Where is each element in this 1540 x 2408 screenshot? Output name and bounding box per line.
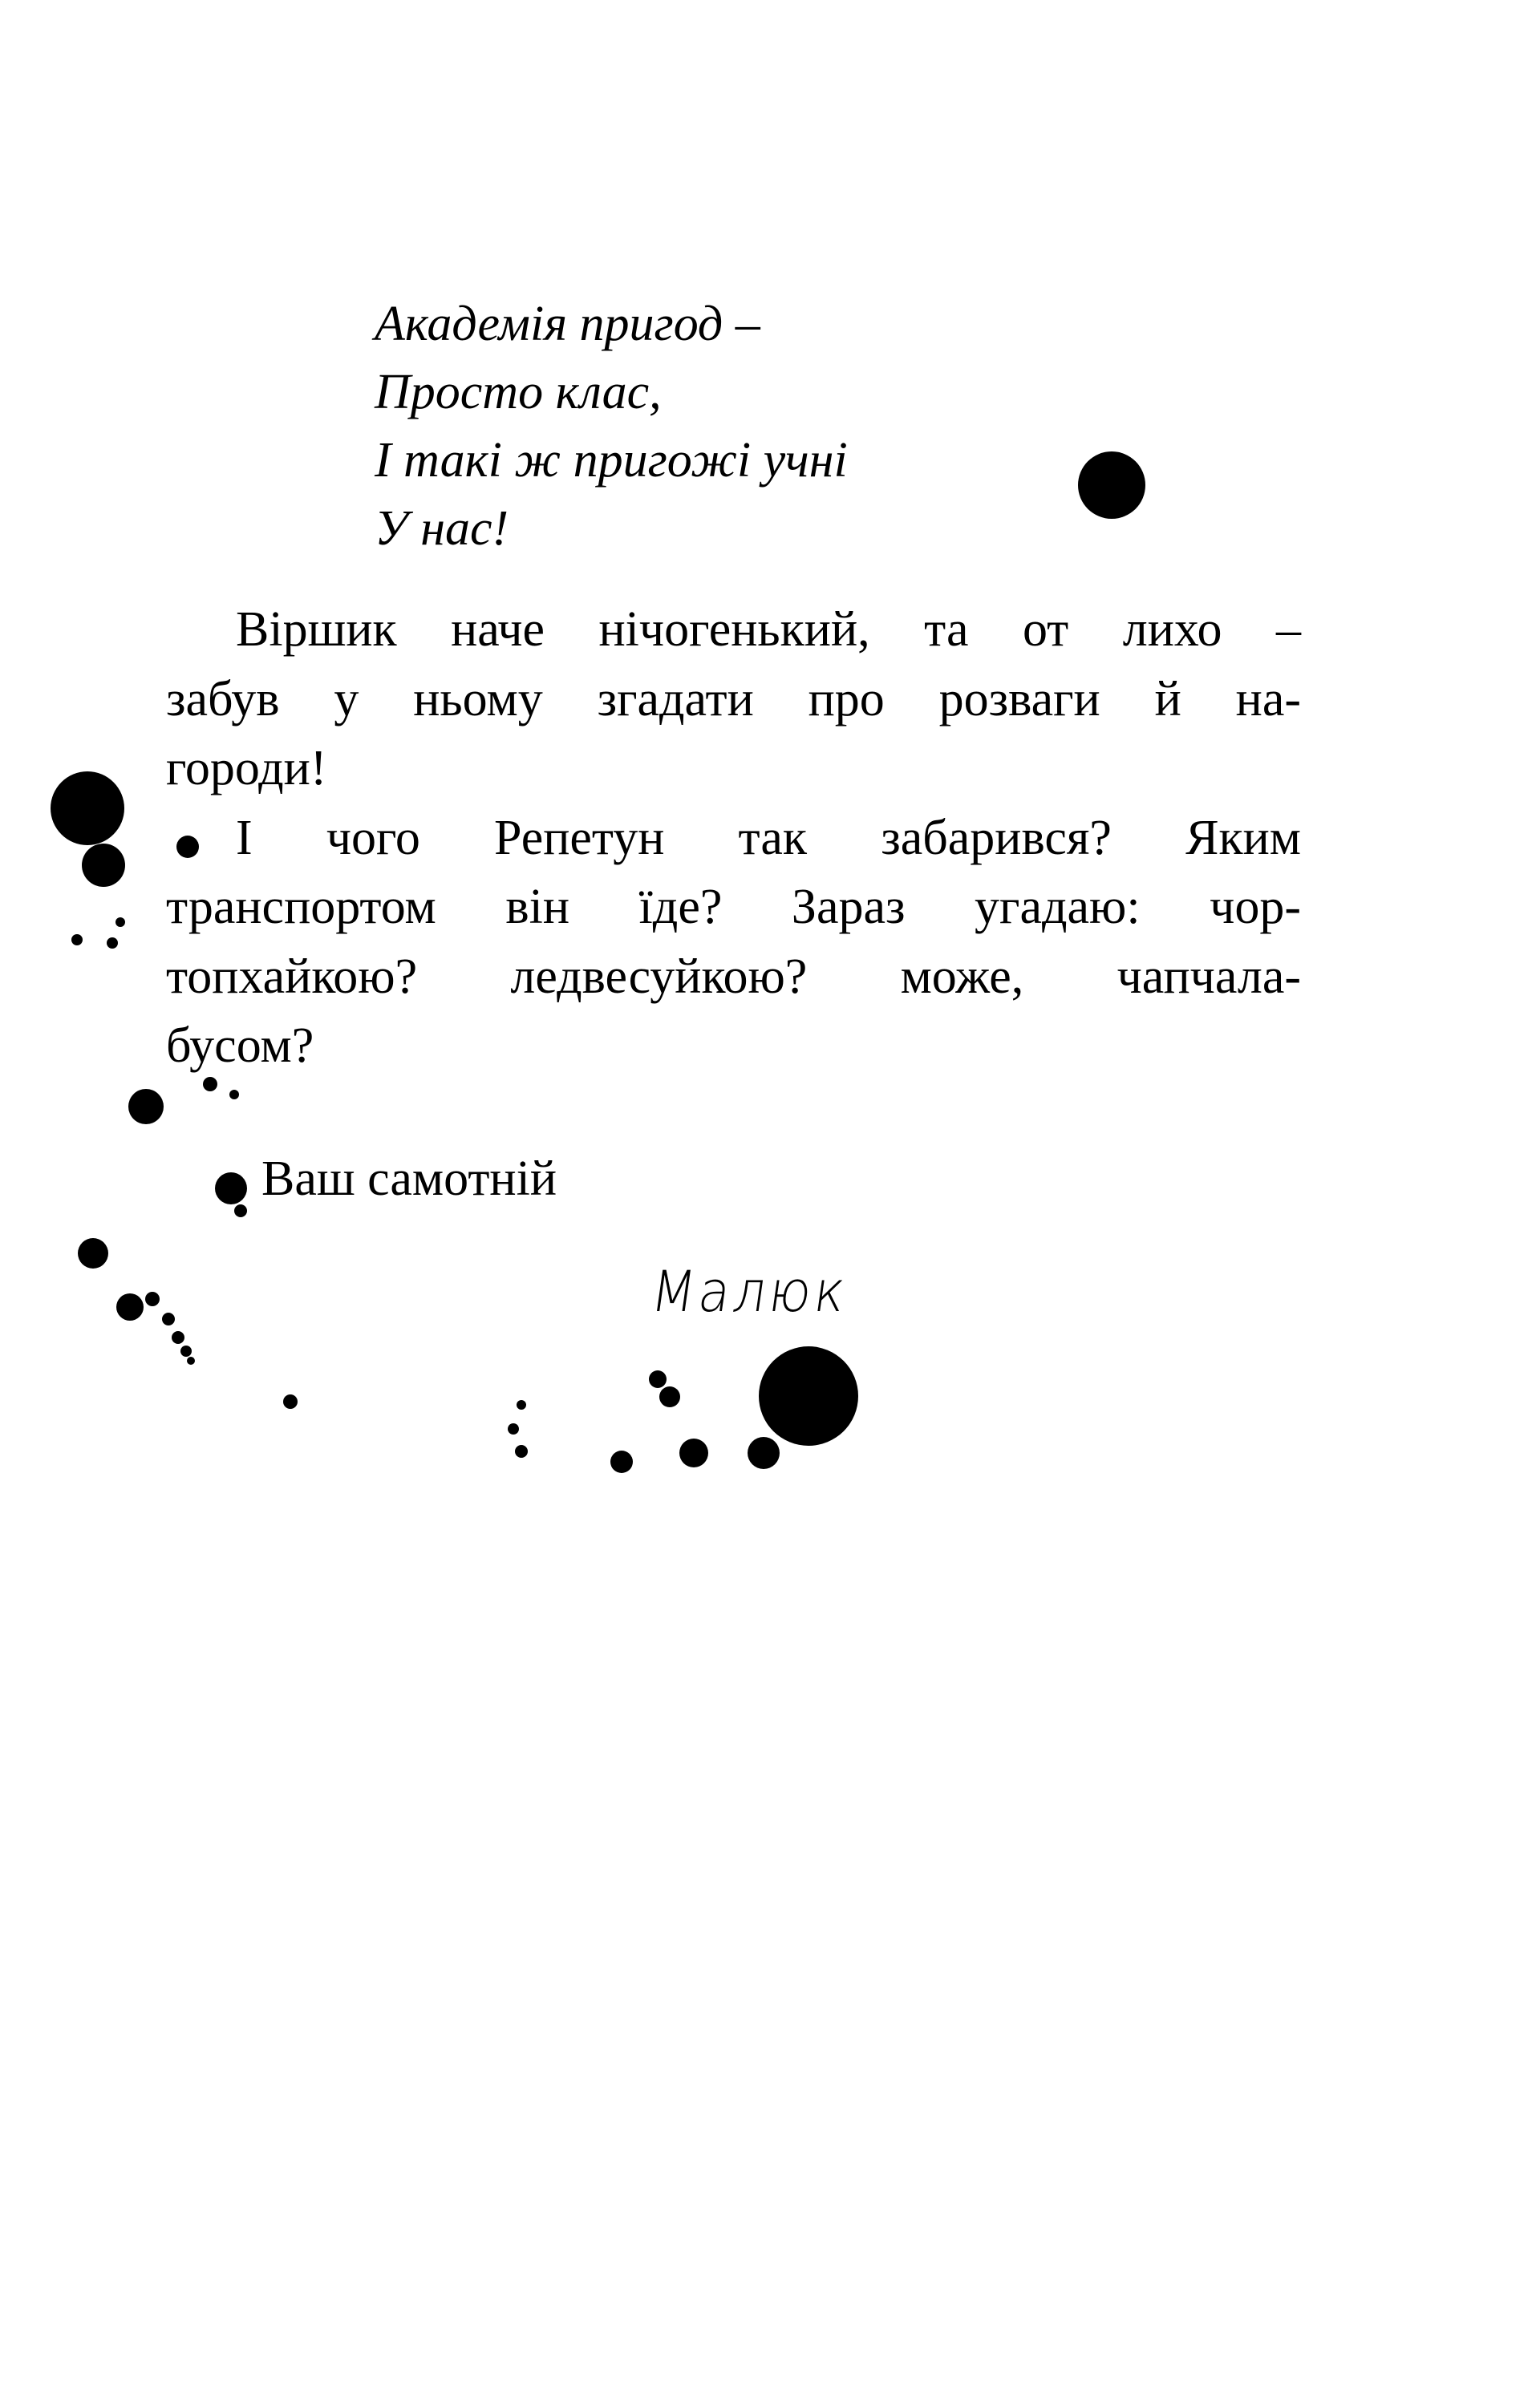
ink-blot — [1078, 451, 1145, 519]
ink-blot — [78, 1238, 108, 1269]
ink-blot — [515, 1445, 528, 1458]
ink-blot — [82, 844, 125, 887]
ink-blot — [51, 771, 124, 845]
ink-blot — [759, 1346, 858, 1446]
ink-blot — [679, 1439, 708, 1467]
ink-blot — [748, 1437, 780, 1469]
closing-line: Ваш самотній — [261, 1151, 557, 1206]
ink-blot — [187, 1357, 195, 1365]
ink-blot — [176, 836, 199, 858]
ink-blot — [283, 1394, 298, 1409]
ink-blot — [659, 1386, 680, 1407]
ink-blot — [172, 1331, 184, 1344]
ink-blot — [145, 1292, 160, 1306]
text-line: Віршик наче нічогенький, та от лихо – — [236, 602, 1301, 657]
signature: Малюк — [646, 1260, 853, 1325]
text-line: топхайкою? ледвесуйкою? може, чапчала- — [166, 949, 1301, 1004]
ink-blot — [71, 934, 83, 945]
poem-line: І такі ж пригожі учні — [375, 433, 848, 488]
ink-blot — [180, 1346, 192, 1357]
ink-blot — [107, 937, 118, 949]
poem-line: У нас! — [375, 501, 509, 556]
ink-blot — [162, 1313, 175, 1325]
ink-blot — [128, 1089, 164, 1124]
ink-blot — [234, 1204, 247, 1217]
ink-blot — [116, 1293, 144, 1321]
ink-blot — [649, 1370, 667, 1388]
text-line: городи! — [166, 741, 327, 795]
ink-blot — [215, 1172, 247, 1204]
text-line: І чого Репетун так забарився? Яким — [236, 810, 1301, 865]
poem — [375, 290, 848, 563]
ink-blot — [229, 1090, 239, 1099]
poem-line: Просто клас, — [375, 365, 662, 419]
ink-blot — [203, 1077, 217, 1091]
poem-line: Академія пригод – — [375, 297, 760, 351]
text-line: забув у ньому згадати про розваги й на- — [166, 671, 1301, 726]
ink-blot — [610, 1451, 633, 1473]
ink-blot — [116, 917, 125, 927]
ink-blot — [517, 1400, 526, 1410]
text-line: бусом? — [166, 1018, 314, 1073]
ink-blot — [508, 1423, 519, 1435]
text-line: транспортом він їде? Зараз угадаю: чор- — [166, 880, 1301, 934]
prose-text — [166, 595, 1301, 1081]
